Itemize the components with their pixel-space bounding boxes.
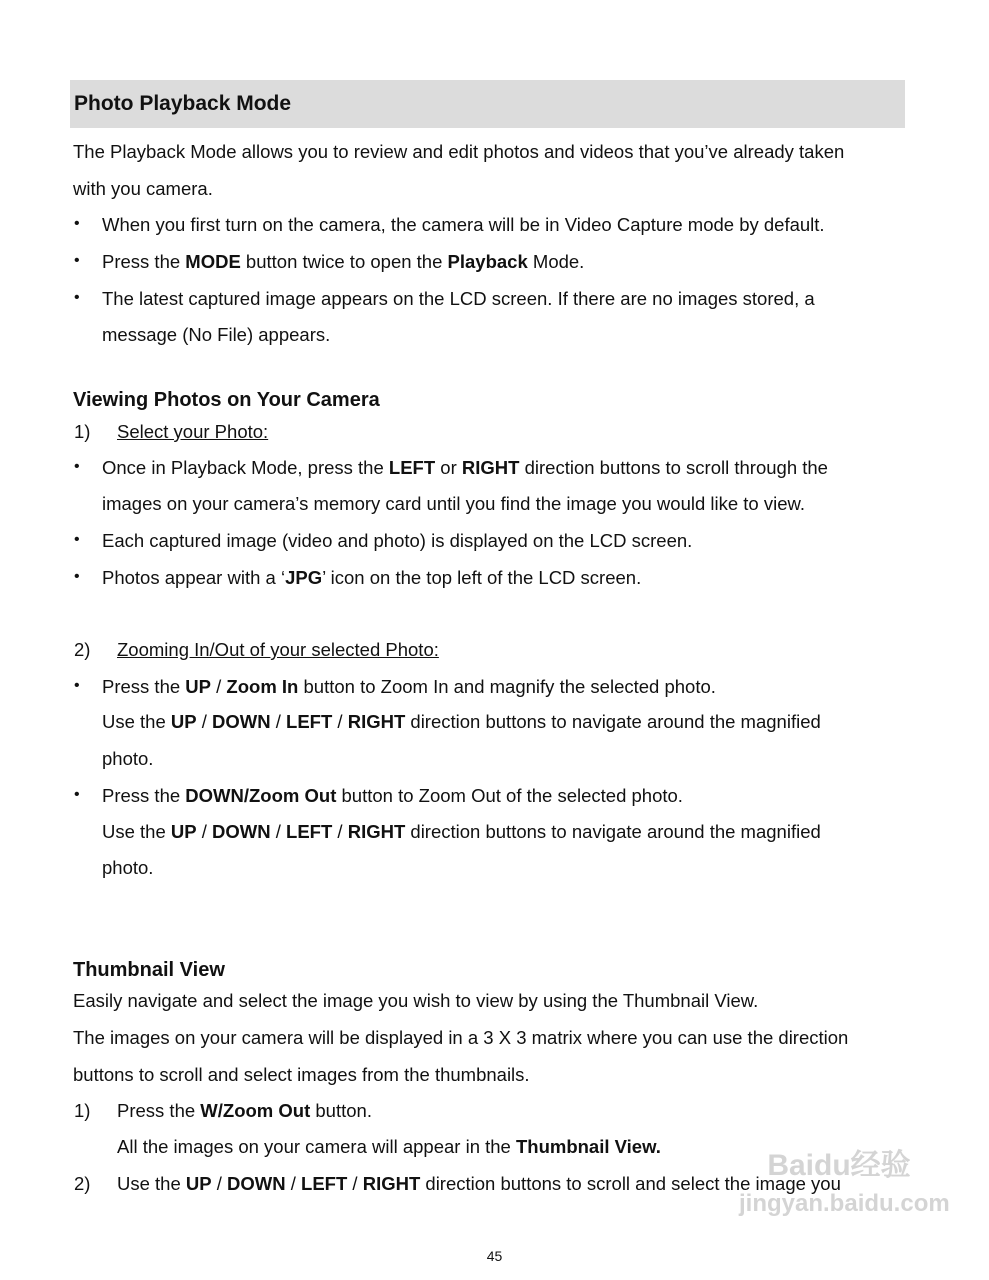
page-number: 45: [486, 1248, 503, 1264]
step-number: 1): [74, 421, 91, 442]
thumbnail-step-2: Use the UP / DOWN / LEFT / RIGHT direction buttons to scroll and select the image you: [117, 1173, 841, 1194]
step-1-label: Select your Photo:: [117, 421, 269, 442]
thumbnail-step-1-detail: All the images on your camera will appear in the Thumbnail View.: [117, 1136, 661, 1157]
step-number: 2): [74, 1173, 91, 1194]
intro-line-2: with you camera.: [73, 178, 213, 199]
thumbnail-heading: Thumbnail View: [73, 959, 225, 981]
viewing-bullet-1-line-1: Once in Playback Mode, press the LEFT or RIGHT direction buttons to scroll through the: [102, 457, 828, 478]
viewing-bullet-3: Photos appear with a ‘JPG’ icon on the top left of the LCD screen.: [102, 567, 642, 588]
viewing-heading: Viewing Photos on Your Camera: [73, 389, 380, 411]
intro-bullet-3-line-1: The latest captured image appears on the LCD screen. If there are no images stored, a: [102, 288, 815, 309]
zoom-out-nav-line-2: photo.: [102, 857, 154, 878]
baidu-watermark: Baidu经验 jingyan.baidu.com: [739, 1149, 950, 1217]
thumbnail-paragraph-2-line-1: The images on your camera will be displayed in a 3 X 3 matrix where you can use the direction: [73, 1027, 849, 1048]
viewing-bullet-1-line-2: images on your camera’s memory card until you find the image you would like to view.: [102, 493, 805, 514]
bullet-icon: •: [74, 215, 80, 232]
intro-bullet-1: When you first turn on the camera, the camera will be in Video Capture mode by default.: [102, 214, 825, 235]
thumbnail-step-1: Press the W/Zoom Out button.: [117, 1100, 372, 1121]
step-2-label: Zooming In/Out of your selected Photo:: [117, 639, 439, 660]
step-number: 1): [74, 1100, 91, 1121]
page-title: Photo Playback Mode: [74, 92, 292, 115]
bullet-icon: •: [74, 568, 80, 585]
bullet-icon: •: [74, 531, 80, 548]
thumbnail-paragraph-2-line-2: buttons to scroll and select images from the thumbnails.: [73, 1064, 530, 1085]
bullet-icon: •: [74, 786, 80, 803]
zoom-in-nav-line-1: Use the UP / DOWN / LEFT / RIGHT direction buttons to navigate around the magnified: [102, 711, 821, 732]
bullet-icon: •: [74, 252, 80, 269]
bullet-icon: •: [74, 458, 80, 475]
zoom-in-nav-line-2: photo.: [102, 748, 154, 769]
thumbnail-paragraph-1: Easily navigate and select the image you wish to view by using the Thumbnail View.: [73, 990, 759, 1011]
step-number: 2): [74, 639, 91, 660]
section-title-banner: [70, 80, 905, 128]
bullet-icon: •: [74, 677, 80, 694]
intro-bullet-2: Press the MODE button twice to open the Playback Mode.: [102, 251, 585, 272]
intro-line-1: The Playback Mode allows you to review and edit photos and videos that you’ve already taken: [73, 141, 845, 162]
viewing-bullet-2: Each captured image (video and photo) is displayed on the LCD screen.: [102, 530, 693, 551]
zoom-out-nav-line-1: Use the UP / DOWN / LEFT / RIGHT direction buttons to navigate around the magnified: [102, 821, 821, 842]
intro-bullet-3-line-2: message (No File) appears.: [102, 324, 331, 345]
zoom-out-bullet: Press the DOWN/Zoom Out button to Zoom Out of the selected photo.: [102, 785, 683, 806]
bullet-icon: •: [74, 289, 80, 306]
zoom-in-bullet: Press the UP / Zoom In button to Zoom In and magnify the selected photo.: [102, 676, 716, 697]
